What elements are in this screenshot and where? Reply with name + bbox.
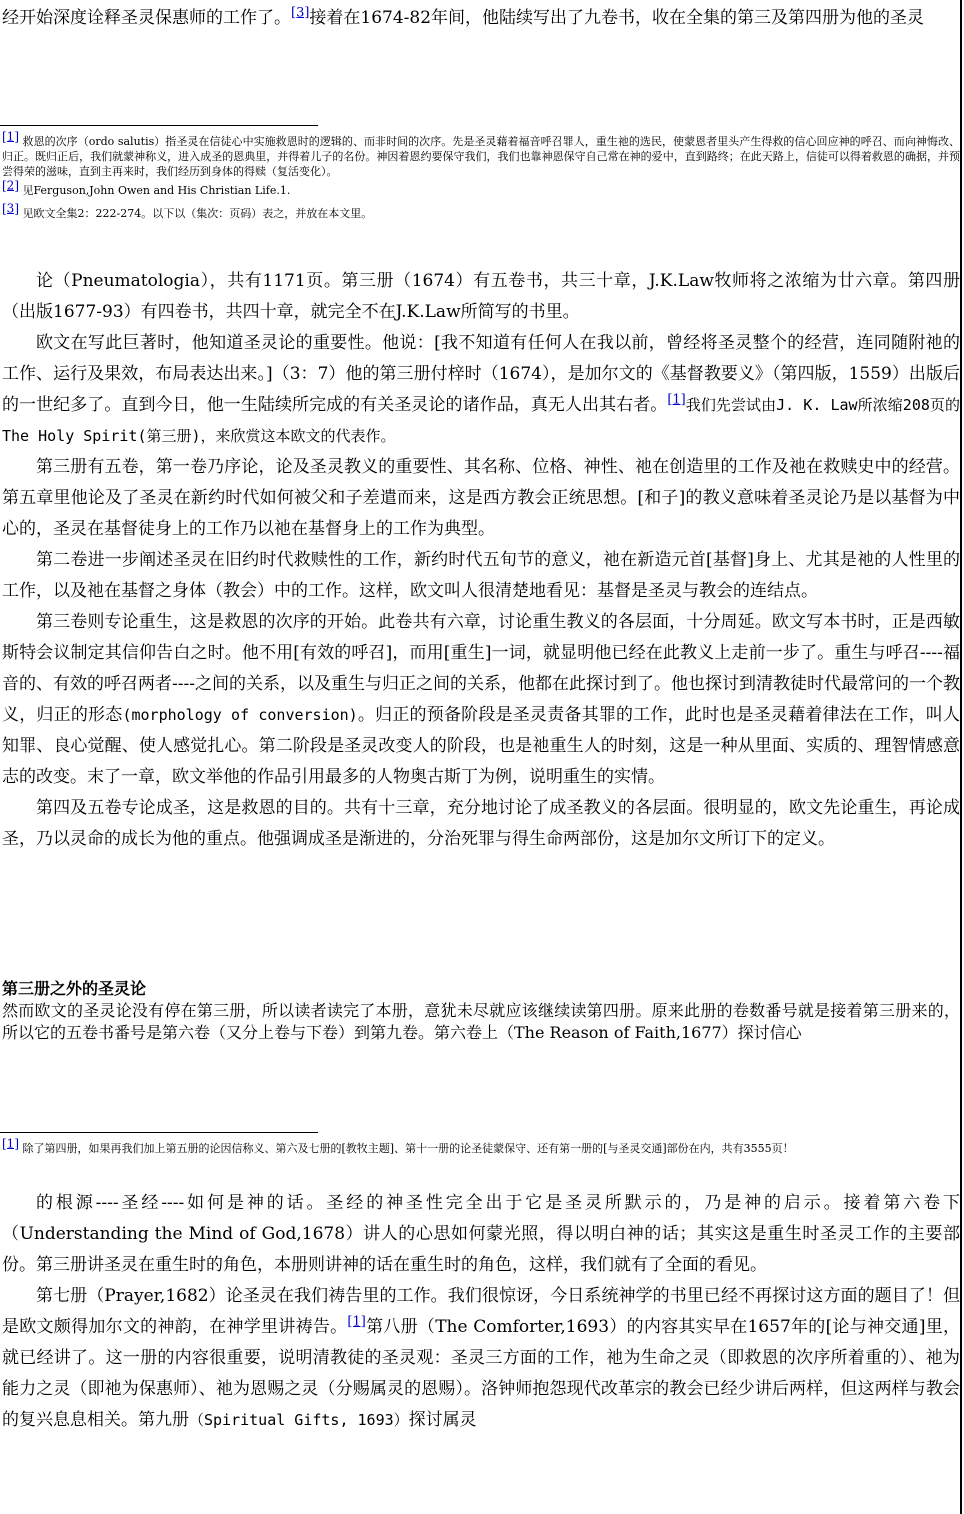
- footnotes-block-2: [0, 1132, 962, 1156]
- body-paragraph: 第七册（Prayer,1682）论圣灵在我们祷告里的工作。我们很惊讶，今日系统神学的书里已经不再探讨这方面的题目了！但是欧文颇得加尔文的神韵，在神学里讲祷告。[1]第八册（The Comforter,1693）的内容其实早在1657年的[论与神交通]里，就已经讲了。这一册的内容很重要，说明清教徒的圣灵观：圣灵三方面的工作，祂为生命之灵（即救恩的次序所着重的）、祂为能力之灵（即祂为保惠师）、祂为恩赐之灵（分赐属灵的恩赐）。洛钟师抱怨现代改革宗的教会已经少讲后两样，但这两样与教会的复兴息息相关。第九册（Spiritual Gifts, 1693）探讨属灵: [2, 1286, 960, 1430]
- section-block: [0, 978, 962, 1044]
- footnote-1: [1] 救恩的次序（ordo salutis）指圣灵在信徒心中实施救恩时的逻辑的、而非时间的次序。先是圣灵藉着福音呼召罪人，重生祂的选民，使蒙恩者里头产生得救的信心回应神的呼召、而向神悔改、归正。既归正后，我们就蒙神称义，进入成圣的恩典里，并得着儿子的名份。神因着恩约要保守我们，我们也靠神恩保守自己常在神的爱中，直到路终；在此天路上，信徒可以得着救恩的确据，并预尝得荣的滋味，直到主再来时，我们经历到身体的得赎（复活变化）。: [2, 129, 960, 178]
- footnote-anchor-2[interactable]: [2]: [2, 178, 19, 193]
- top-paragraph: 经开始深度诠释圣灵保惠师的工作了。[3]接着在1674-82年间，他陆续写出了九卷书，收在全集的第三及第四册为他的圣灵: [2, 5, 925, 28]
- bottom-block: [0, 1188, 962, 1436]
- footnote-anchor-1b[interactable]: [1]: [2, 1136, 19, 1151]
- footnote-rule: [0, 125, 318, 126]
- body-paragraph: 第二卷进一步阐述圣灵在旧约时代救赎性的工作，新约时代五旬节的意义，祂在新造元首[基督]身上、尤其是祂的人性里的工作，以及祂在基督之身体（教会）中的工作。这样，欧文叫人很清楚地看见：基督是圣灵与教会的连结点。: [2, 550, 960, 601]
- section-heading: 第三册之外的圣灵论: [2, 979, 147, 998]
- footnote-anchor-1[interactable]: [1]: [2, 129, 19, 144]
- body-paragraph: 的根源----圣经----如何是神的话。圣经的神圣性完全出于它是圣灵所默示的，乃是神的启示。接着第六卷下（Understanding the Mind of God,1678）讲人的心思如何蒙光照，得以明白神的话；其实这是重生时圣灵工作的主要部份。第三册讲圣灵在重生时的角色，本册则讲神的话在重生时的角色，这样，我们就有了全面的看见。: [2, 1193, 960, 1275]
- body-paragraph: 欧文在写此巨著时，他知道圣灵论的重要性。他说：[我不知道有任何人在我以前，曾经将圣灵整个的经营，连同随附祂的工作、运行及果效，布局表达出来。]（3：7）他的第三册付梓时（1674），是加尔文的《基督教要义》（第四版，1559）出版后的一世纪多了。直到今日，他一生陆续所完成的有关圣灵论的诸作品，真无人出其右者。[1]我们先尝试由J. K. Law所浓缩208页的The Holy Spirit(第三册)，来欣赏这本欧文的代表作。: [2, 333, 960, 445]
- section-paragraph: 然而欧文的圣灵论没有停在第三册，所以读者读完了本册，意犹未尽就应该继续读第四册。原来此册的卷数番号就是接着第三册来的，所以它的五卷书番号是第六卷（又分上卷与下卷）到第九卷。第六卷上（The Reason of Faith,1677）探讨信心: [2, 1001, 960, 1042]
- footnotes-block-1: [0, 125, 962, 221]
- footnote-ref-3[interactable]: [3]: [291, 5, 310, 21]
- footnote-ref-1b[interactable]: [1]: [347, 1314, 366, 1330]
- footnote-anchor-3[interactable]: [3]: [2, 201, 19, 216]
- body-block: [0, 266, 962, 855]
- body-paragraph: 论（Pneumatologia），共有1171页。第三册（1674）有五卷书，共三十章，J.K.Law牧师将之浓缩为廿六章。第四册（出版1677-93）有四卷书，共四十章，就完全不在J.K.Law所简写的书里。: [2, 271, 960, 322]
- body-paragraph: 第四及五卷专论成圣，这是救恩的目的。共有十三章，充分地讨论了成圣教义的各层面。很明显的，欧文先论重生，再论成圣，乃以灵命的成长为他的重点。他强调成圣是渐进的，分治死罪与得生命两部份，这是加尔文所订下的定义。: [2, 798, 960, 849]
- body-paragraph: 第三册有五卷，第一卷乃序论，论及圣灵教义的重要性、其名称、位格、神性、祂在创造里的工作及祂在救赎史中的经营。第五章里他论及了圣灵在新约时代如何被父和子差遣而来，这是西方教会正统思想。[和子]的教义意味着圣灵论乃是以基督为中心的，圣灵在基督徒身上的工作乃以祂在基督身上的工作为典型。: [2, 457, 960, 539]
- body-paragraph: 第三卷则专论重生，这是救恩的次序的开始。此卷共有六章，讨论重生教义的各层面，十分周延。欧文写本书时，正是西敏斯特会议制定其信仰告白之时。他不用[有效的呼召]，而用[重生]一词，就显明他已经在此教义上走前一步了。重生与呼召----福音的、有效的呼召两者----之间的关系，以及重生与归正之间的关系，他都在此探讨到了。他也探讨到清教徒时代最常问的一个教义，归正的形态(morphology of conversion)。归正的预备阶段是圣灵责备其罪的工作，此时也是圣灵藉着律法在工作，叫人知罪、良心觉醒、使人感觉扎心。第二阶段是圣灵改变人的阶段，也是祂重生人的时刻，这是一种从里面、实质的、理智情感意志的改变。末了一章，欧文举他的作品引用最多的人物奥古斯丁为例，说明重生的实情。: [2, 612, 960, 787]
- footnote-ref-1[interactable]: [1]: [667, 392, 686, 408]
- footnote-1b: [1] 除了第四册，如果再我们加上第五册的论因信称义、第六及七册的[教牧主题]、第十一册的论圣徒蒙保守、还有第一册的[与圣灵交通]部份在内，共有3555页！: [2, 1136, 794, 1155]
- footnote-2: [2] 见Ferguson,John Owen and His Christian Life.1.: [2, 178, 291, 197]
- footnote-rule: [0, 1132, 318, 1133]
- top-block: [0, 6, 962, 30]
- footnote-3: [3] 见欧文全集2：222-274。以下以（集次：页码）表之，并放在本文里。: [2, 201, 373, 220]
